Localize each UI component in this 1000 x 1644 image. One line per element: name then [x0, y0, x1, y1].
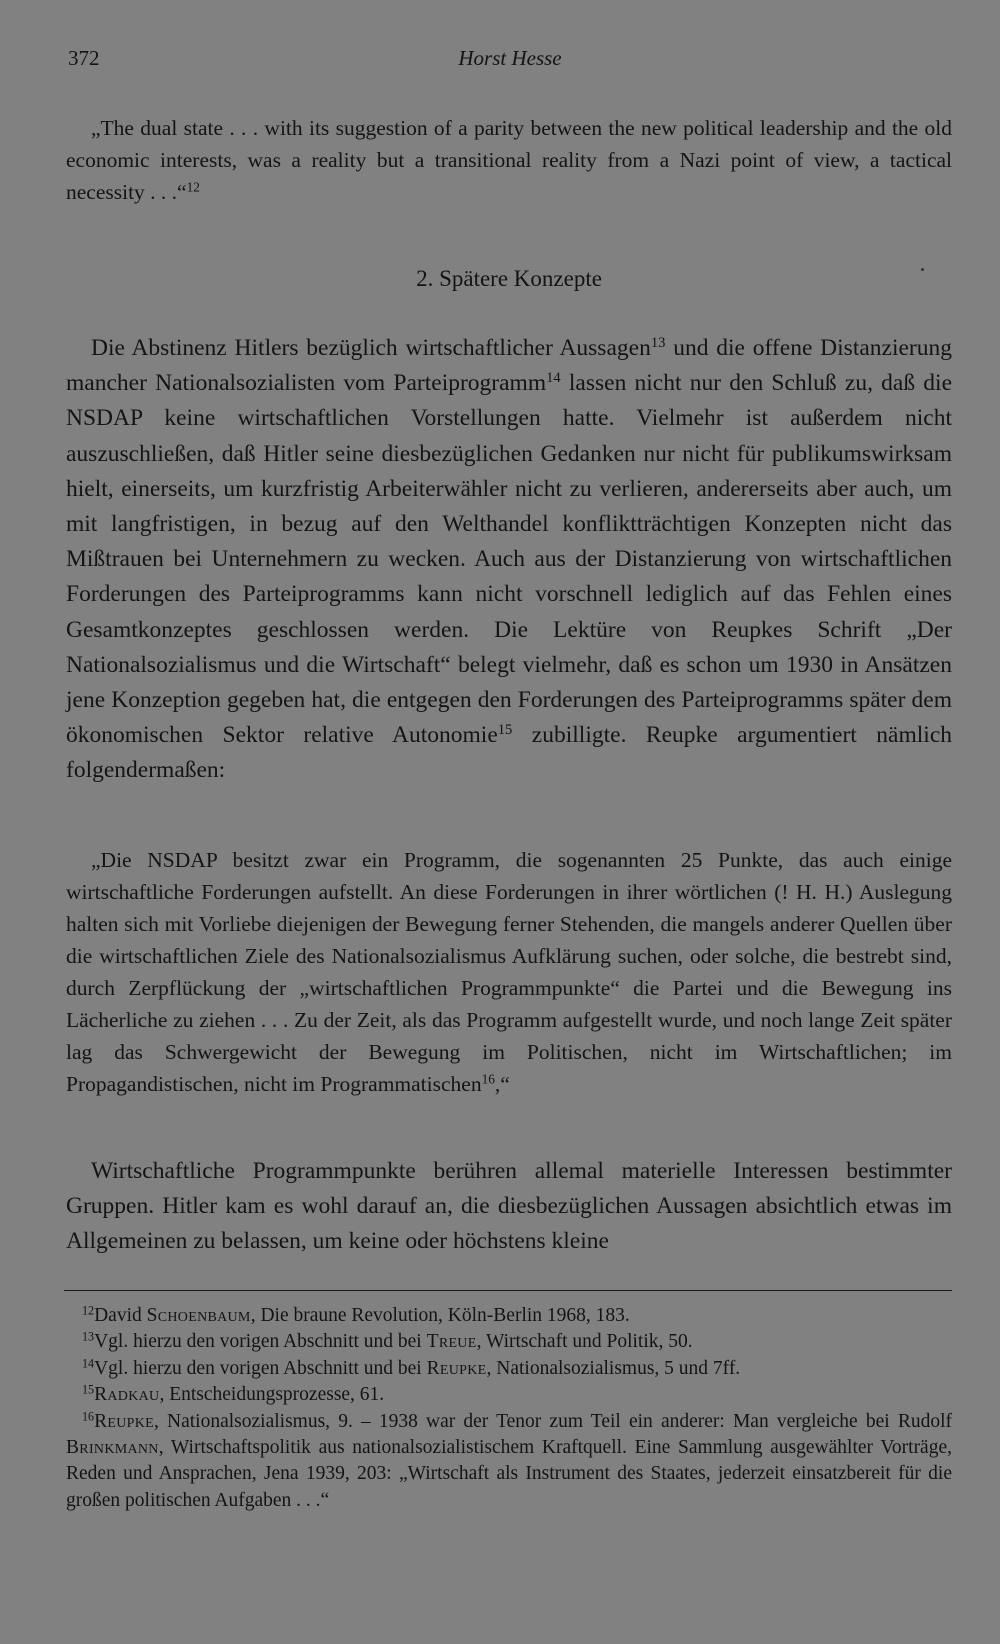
footnote-15: $^{15}$Radkau, Entscheidungsprozesse, 61. [82, 1382, 385, 1406]
paragraph-text: lassen nicht nur den Schluß zu, daß die NSDAP keine wirtschaftlichen Vorstellungen hatte. Vielmehr ist außerdem nicht auszuschließen, daß Hitler seine diesbezüglichen Gedanken nur nicht für publikumswirksam hielt, einerseits, um kurzfristig Arbeiterwähler nicht zu verlieren, andererseits aber auch, um mit langfristigen, in bezug auf den Welthandel konfliktträchtigen Konzepten nicht das Mißtrauen bei Unternehmern zu wecken. Auch aus der Distanzierung von wirtschaftlichen Forderungen des Parteiprogramms kann nicht vorschnell lediglich auf das Fehlen eines Gesamtkonzeptes geschlossen werden. Die Lektüre von Reupkes Schrift „Der Nationalsozialismus und die Wirtschaft“ belegt vielmehr, daß es schon um 1930 in Ansätzen jene Konzeption gegeben hat, die entgegen den Forderungen des Parteiprogramms später dem ökonomischen Sektor relative Autonomie [66, 370, 952, 749]
quote-dual-state-text: „The dual state . . . with its suggestion of a parity between the new political leadership and the old economic interests, was a reality but a transitional reality from a Nazi point of view, a tactical necessity . . .“ [66, 116, 952, 204]
footnote-13: $^{13}$Vgl. hierzu den vorigen Abschnitt und bei Treue, Wirtschaft und Politik, 50. [82, 1329, 693, 1353]
page-number: 372 [68, 46, 100, 70]
footnote-16: $^{16}$Reupke, Nationalsozialismus, 9. – 1938 war der Tenor zum Teil ein anderer: Man vergleiche bei Rudolf Brinkmann, Wirtschaftspolitik aus nationalsozialistischem Kraftquell. Eine Sammlung ausgewählter Vorträge, Reden und Ansprachen, Jena 1939, 203: „Wirtschaft als Instrument des Staates, jederzeit einsatzbereit für die großen politischen Aufgaben . . .“ [66, 1408, 952, 1511]
paragraph-hitler-abstinence [66, 331, 952, 789]
paragraph-text: Die Abstinenz Hitlers bezüglich wirtschaftlicher Aussagen [91, 335, 651, 361]
footnote-separator [64, 1290, 952, 1291]
paragraph-text: zubilligte. Reupke argumentiert nämlich folgendermaßen: [66, 722, 952, 784]
footnote-ref-14: 14 [546, 370, 561, 387]
quote-dual-state [66, 112, 952, 208]
quote-reupke-close: ,“ [494, 1072, 510, 1096]
footnote-ref-16: 16 [481, 1071, 495, 1087]
running-head: Horst Hesse [458, 46, 562, 70]
footnote-ref-15: 15 [497, 722, 513, 739]
footnote-ref-12: 12 [186, 179, 200, 195]
quote-reupke [66, 844, 952, 1100]
footnote-12: $^{12}$David Schoenbaum, Die braune Revolution, Köln-Berlin 1968, 183. [82, 1303, 630, 1326]
footnote-14: $^{14}$Vgl. hierzu den vorigen Abschnitt und bei Reupke, Nationalsozialismus, 5 und 7ff. [82, 1356, 741, 1379]
quote-reupke-text: „Die NSDAP besitzt zwar ein Programm, die sogenannten 25 Punkte, das auch einige wirtschaftliche Forderungen aufstellt. An diese Forderungen in ihrer wörtlichen (! H. H.) Auslegung halten sich mit Vorliebe diejenigen der Bewegung ferner Stehenden, die mangels anderer Quellen über die wirtschaftlichen Ziele des Nationalsozialismus Aufklärung suchen, oder solche, die bestrebt sind, durch Zerpflückung der „wirtschaftlichen Programmpunkte“ die Partei und die Bewegung ins Lächerliche zu ziehen . . . Zu der Zeit, als das Programm aufgestellt wurde, und noch lange Zeit später lag das Schwergewicht der Bewegung im Politischen, nicht im Wirtschaftlichen; im Propagandistischen, nicht im Programmatischen [66, 848, 952, 1096]
paragraph-program-points: Wirtschaftliche Programmpunkte berühren allemal materielle Interessen bestimmter Gruppen. Hitler kam es wohl darauf an, die diesbezüglichen Aussagen absichtlich etwas im Allgemeinen zu belassen, um keine oder höchstens kleine [66, 1158, 952, 1255]
footnote-ref-13: 13 [650, 335, 666, 351]
paragraph-text: und die offene Distanzierung mancher Nationalsozialisten vom Parteiprogramm [66, 335, 953, 397]
page-header [68, 46, 952, 76]
scan-speck [921, 268, 924, 271]
section-heading: 2. Spätere Konzepte [416, 266, 602, 291]
footnotes [66, 1303, 952, 1514]
